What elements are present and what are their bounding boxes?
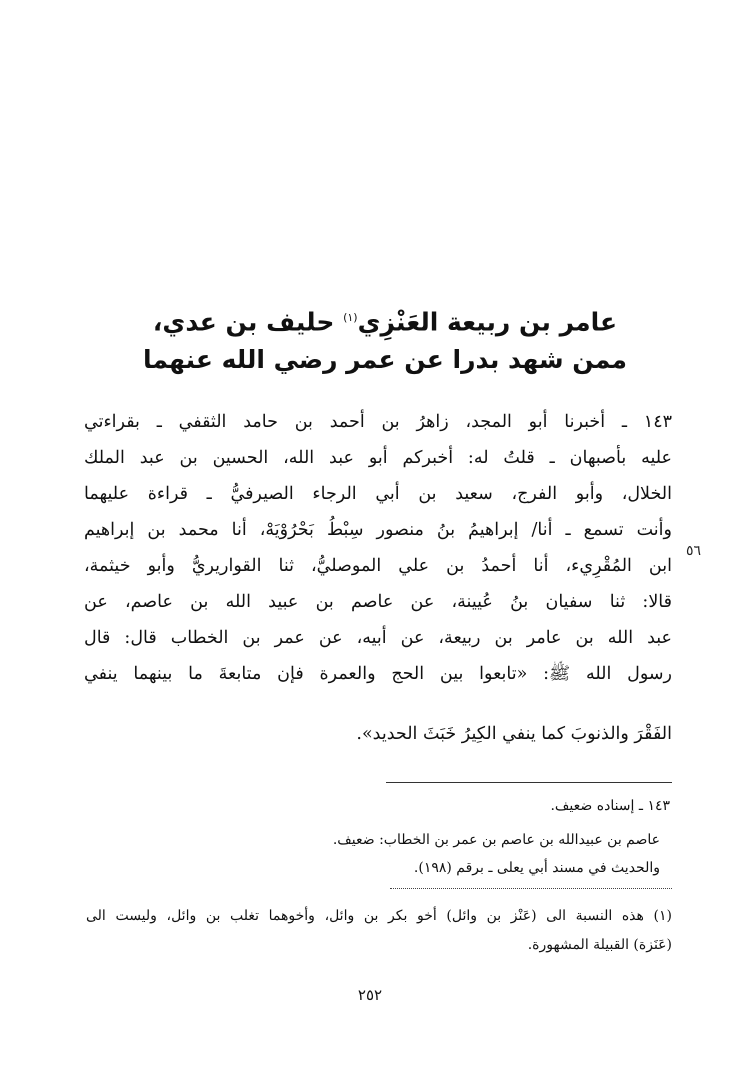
page-number: ٢٥٢ <box>357 986 383 1004</box>
text-line-6: قالا: ثنا سفيان بنُ عُيينة، عن عاصم بن عبيد الله بن عاصم، عن <box>84 592 672 612</box>
footnote-1-line-2: (عَنَزة) القبيلة المشهورة. <box>527 937 672 953</box>
notes-separator <box>386 782 672 783</box>
title-name: عامر بن ربيعة العَنْزِي <box>357 307 618 337</box>
footnote-separator <box>390 888 672 889</box>
text-line-7: عبد الله بن عامر بن ربيعة، عن أبيه، عن عمر بن الخطاب قال: قال <box>84 628 672 648</box>
text-line-5: ابن المُقْرِيء، أنا أحمدُ بن علي الموصليُّ، ثنا القواريريُّ وأبو خيثمة، <box>84 556 672 576</box>
text-line-8: رسول الله ﷺ: «تابعوا بين الحج والعمرة فإن متابعةَ ما بينهما ينفي <box>84 664 672 684</box>
text-line-4: وأنت تسمع ـ أنا/ إبراهيمُ بنُ منصور سِبْطُ بَحْرُوْيَهْ، أنا محمد بن إبراهيم <box>84 520 672 540</box>
chapter-title-line-1 <box>120 298 650 342</box>
note-isnad: ١٤٣ ـ إسناده ضعيف. <box>550 798 670 814</box>
note-narrator: عاصم بن عبيدالله بن عاصم بن عمر بن الخطاب: ضعيف. <box>332 832 660 848</box>
note-reference: والحديث في مسند أبي يعلى ـ برقم (١٩٨). <box>413 860 660 876</box>
footnote-reference[interactable]: (١) <box>343 311 358 324</box>
text-line-9: الفَقْرَ والذنوبَ كما ينفي الكِيرُ خَبَثَ الحديد». <box>356 724 672 744</box>
chapter-title-line-2: ممن شهد بدرا عن عمر رضي الله عنهما <box>142 345 628 374</box>
text-line-3: الخلال، وأبو الفرج، سعيد بن أبي الرجاء الصيرفيُّ ـ قراءة عليهما <box>84 484 672 504</box>
text-line-1: ١٤٣ ـ أخبرنا أبو المجد، زاهرُ بن أحمد بن حامد الثقفي ـ بقراءتي <box>84 412 672 432</box>
text-line-2: عليه بأصبهان ـ قلتُ له: أخبركم أبو عبد الله، الحسين بن عبد الملك <box>84 448 672 468</box>
manuscript-page-marker: ٥٦ <box>686 543 702 559</box>
title-line-1-end: حليف بن عدي، <box>152 307 335 337</box>
footnote-1-line-1: (١) هذه النسبة الى (عَنْز بن وائل) أخو بكر بن وائل، وأخوهما تغلب بن وائل، وليست الى <box>86 908 672 924</box>
